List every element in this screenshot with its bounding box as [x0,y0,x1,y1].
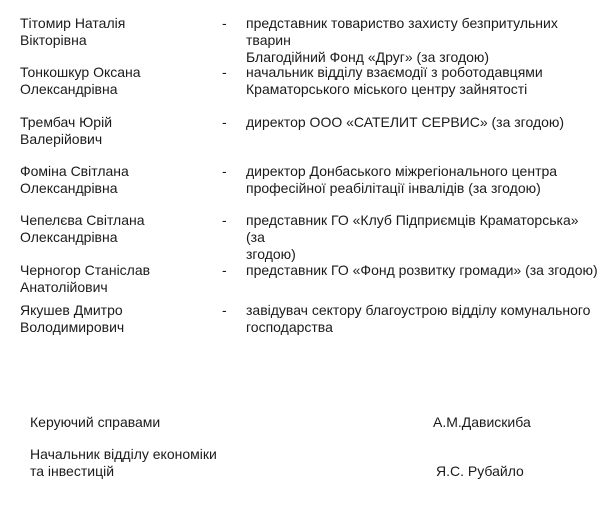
member-role: завідувач сектору благоустрою відділу комунального господарства [246,302,591,335]
member-name: Якушев Дмитро Володимирович [20,302,125,335]
member-dash: - [222,163,227,179]
member-role: представник ГО «Клуб Підприємців Краматорська» (за згодою) [246,212,579,262]
member-name: Трембач Юрій Валерійович [20,114,113,147]
member-dash: - [222,15,227,31]
member-dash: - [222,64,227,80]
member-dash: - [222,302,227,318]
member-dash: - [222,262,227,278]
member-name: Тонкошкур Оксана Олександрівна [20,64,141,97]
signature-name: А.М.Давискиба [433,414,531,430]
member-dash: - [222,114,227,130]
member-name: Чепелєва Світлана Олександрівна [20,212,145,245]
member-role: директор Донбаського міжрегіонального центра професійної реабілітації інвалідів (за згодою) [246,163,558,196]
member-name: Тітомир Наталія Вікторівна [20,15,126,48]
member-name: Черногор Станіслав Анатолійович [20,262,151,295]
member-role: начальник відділу взаємодії з роботодавцями Краматорського міського центру зайнятості [246,64,543,97]
member-dash: - [222,212,227,228]
signature-title: Начальник відділу економіки та інвестицій [30,446,217,479]
signature-title: Керуючий справами [30,414,161,430]
member-role: представник товариство захисту безпритульних тварин Благодійний Фонд «Друг» (за згодою) [246,15,558,65]
member-role: директор ООО «САТЕЛИТ СЕРВИС» (за згодою) [246,114,565,130]
signature-name: Я.С. Рубайло [436,463,524,479]
member-role: представник ГО «Фонд розвитку громади» (за згодою) [246,262,598,278]
member-name: Фоміна Світлана Олександрівна [20,163,129,196]
